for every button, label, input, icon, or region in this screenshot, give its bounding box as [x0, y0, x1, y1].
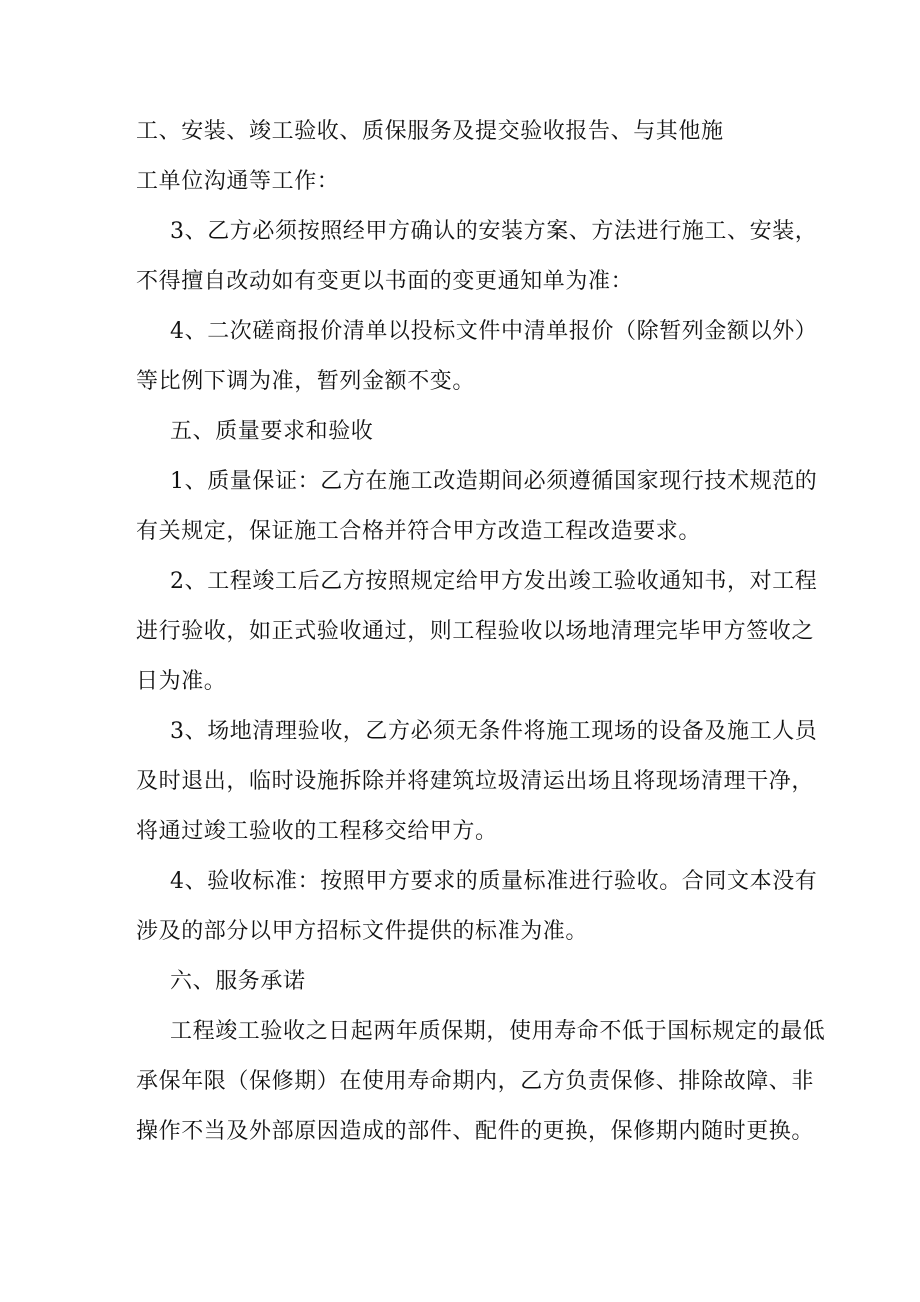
text-line-1: 工、安装、竣工验收、质保服务及提交验收报告、与其他施 — [136, 119, 724, 144]
text-line-9: 有关规定，保证施工合格并符合甲方改造工程改造要求。 — [136, 519, 702, 544]
text-line-12: 日为准。 — [136, 669, 227, 694]
text-line-16: 4、验收标准：按照甲方要求的质量标准进行验收。合同文本没有 — [170, 869, 818, 894]
text-line-6: 等比例下调为准，暂列金额不变。 — [136, 369, 476, 394]
text-line-11: 进行验收，如正式验收通过，则工程验收以场地清理完毕甲方签收之 — [136, 619, 815, 644]
text-line-2: 工单位沟通等工作： — [136, 169, 340, 194]
text-line-3: 3、乙方必须按照经甲方确认的安装方案、方法进行施工、安装， — [170, 219, 818, 244]
section-heading-quality: 五、质量要求和验收 — [170, 419, 374, 444]
text-line-5: 4、二次磋商报价清单以投标文件中清单报价（除暂列金额以外） — [170, 319, 818, 344]
text-line-14: 及时退出，临时设施拆除并将建筑垃圾清运出场且将现场清理干净， — [136, 769, 815, 794]
text-line-21: 操作不当及外部原因造成的部件、配件的更换，保修期内随时更换。 — [136, 1119, 815, 1144]
text-line-8: 1、质量保证：乙方在施工改造期间必须遵循国家现行技术规范的 — [170, 469, 818, 494]
text-line-15: 将通过竣工验收的工程移交给甲方。 — [136, 819, 498, 844]
section-heading-service: 六、服务承诺 — [170, 969, 306, 994]
text-line-13: 3、场地清理验收，乙方必须无条件将施工现场的设备及施工人员 — [170, 719, 818, 744]
text-line-19: 工程竣工验收之日起两年质保期，使用寿命不低于国标规定的最低 — [170, 1019, 826, 1044]
text-line-4: 不得擅自改动如有变更以书面的变更通知单为准： — [136, 269, 634, 294]
text-line-17: 涉及的部分以甲方招标文件提供的标准为准。 — [136, 919, 589, 944]
text-line-20: 承保年限（保修期）在使用寿命期内，乙方负责保修、排除故障、非 — [136, 1069, 815, 1094]
text-line-10: 2、工程竣工后乙方按照规定给甲方发出竣工验收通知书，对工程 — [170, 569, 818, 594]
